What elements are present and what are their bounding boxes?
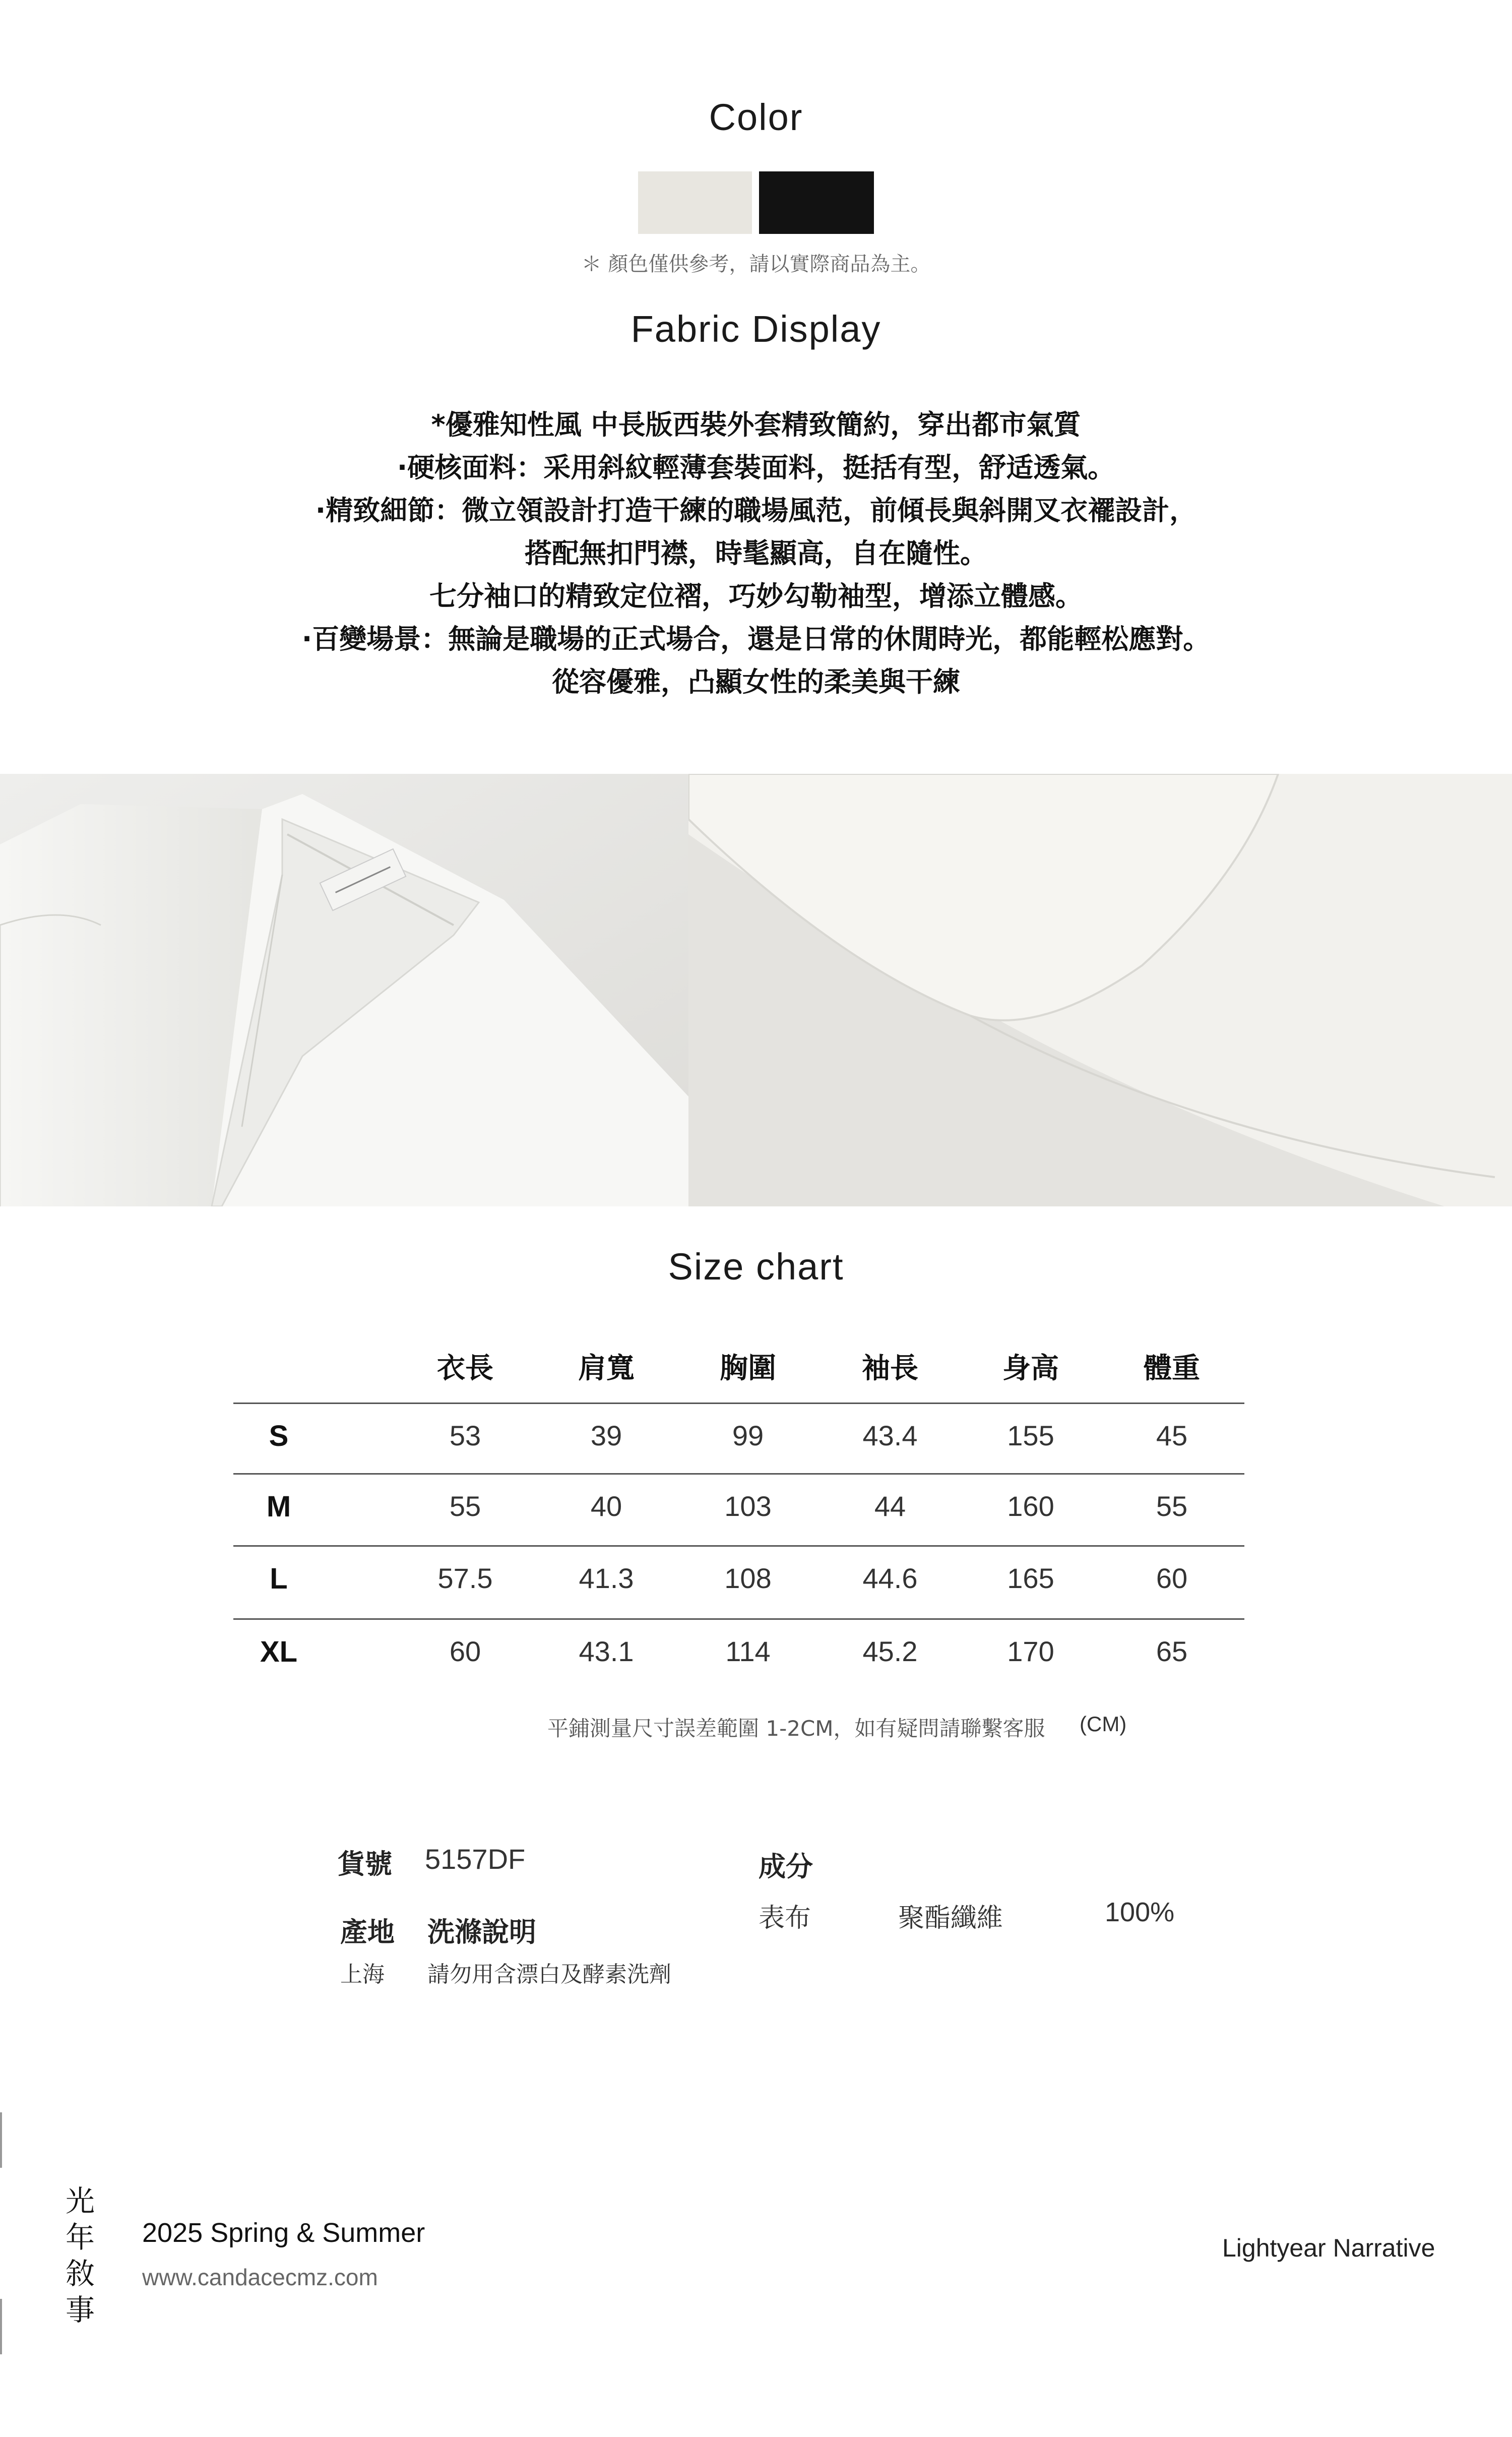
composition-label: 成分 [759, 1851, 813, 1882]
table-row [233, 1545, 1244, 1620]
size-cell: 43.4 [862, 1420, 918, 1451]
swatch-white[interactable] [638, 171, 752, 234]
size-cell: 53 [449, 1420, 481, 1451]
col-header: 胸圍 [720, 1352, 776, 1384]
size-cell: 45 [1156, 1420, 1188, 1451]
col-header: 肩寬 [578, 1352, 635, 1384]
size-cell: 39 [590, 1420, 622, 1451]
size-cell: 60 [449, 1635, 481, 1667]
item-no-value: 5157DF [425, 1843, 526, 1875]
desc-line: ·精致細節：微立領設計打造干練的職場風范，前傾長與斜開叉衣襬設計， [315, 495, 1197, 526]
size-cell: 45.2 [862, 1635, 918, 1667]
table-row [233, 1403, 1244, 1475]
color-note: ＊ 顏色僅供參考，請以實際商品為主。 [581, 253, 931, 276]
size-cell: 57.5 [437, 1562, 493, 1594]
col-header: 袖長 [862, 1352, 918, 1384]
table-row [233, 1473, 1244, 1547]
size-cell: 55 [449, 1490, 481, 1522]
size-cell: 103 [724, 1490, 772, 1522]
desc-line: ·硬核面料：采用斜紋輕薄套裝面料，挺括有型，舒适透氣。 [397, 452, 1115, 483]
desc-line: *優雅知性風 中長版西裝外套精致簡約，穿出都市氣質 [431, 409, 1081, 441]
desc-line: 搭配無扣門襟，時髦顯高，自在隨性。 [525, 537, 987, 569]
hem-detail-image [688, 774, 1512, 1206]
size-cell: 44 [874, 1490, 906, 1522]
size-note: 平鋪測量尺寸誤差範圍 1-2CM，如有疑問請聯繫客服 [547, 1716, 1045, 1741]
logo-char: 事 [65, 2293, 95, 2327]
hem-detail-photo [688, 774, 1512, 1206]
size-cell: 43.1 [579, 1635, 634, 1667]
collar-detail-image [0, 774, 688, 1206]
size-cell: 60 [1156, 1562, 1188, 1594]
size-cell: 41.3 [579, 1562, 634, 1594]
size-cell: 160 [1007, 1490, 1054, 1522]
size-cell: 44.6 [862, 1562, 918, 1594]
col-header: 體重 [1144, 1352, 1200, 1384]
size-cell: 155 [1007, 1420, 1054, 1451]
size-cell: 55 [1156, 1490, 1188, 1522]
fabric-title: Fabric Display [631, 308, 881, 350]
swatch-black[interactable] [759, 171, 874, 234]
side-mark [0, 2112, 2, 2168]
collar-detail-photo [0, 774, 688, 1206]
logo-char: 年 [65, 2220, 95, 2255]
size-unit: (CM) [1080, 1712, 1127, 1736]
composition-percent: 100% [1105, 1897, 1175, 1927]
wash-label: 洗滌說明 [427, 1916, 536, 1948]
size-chart-title: Size chart [668, 1246, 844, 1288]
side-mark [0, 2299, 2, 2354]
season-label: 2025 Spring & Summer [142, 2218, 425, 2248]
desc-line: 七分袖口的精致定位褶，巧妙勾勒袖型，增添立體感。 [429, 580, 1083, 612]
composition-material: 聚酯纖維 [898, 1903, 1003, 1933]
item-no-label: 貨號 [338, 1848, 392, 1880]
size-cell: 99 [732, 1420, 764, 1451]
size-cell: 165 [1007, 1562, 1054, 1594]
size-label: L [270, 1562, 288, 1595]
color-title: Color [709, 96, 803, 138]
desc-line: 從容優雅，凸顯女性的柔美與干練 [552, 666, 960, 698]
table-row [233, 1618, 1244, 1695]
size-cell: 114 [725, 1635, 771, 1667]
col-header: 衣長 [437, 1352, 493, 1384]
size-cell: 40 [590, 1490, 622, 1522]
size-label: XL [260, 1635, 298, 1668]
origin-value: 上海 [340, 1962, 385, 1987]
origin-label: 產地 [340, 1916, 395, 1948]
size-table-header [233, 1331, 1244, 1384]
website-link[interactable]: www.candacecmz.com [142, 2264, 378, 2290]
logo-char: 敘 [65, 2257, 95, 2291]
size-cell: 108 [724, 1562, 772, 1594]
brand-name: Lightyear Narrative [1222, 2234, 1435, 2262]
wash-value: 請勿用含漂白及酵素洗劑 [427, 1962, 671, 1987]
size-cell: 170 [1007, 1635, 1054, 1667]
logo-char: 光 [65, 2184, 95, 2218]
composition-part: 表布 [759, 1903, 811, 1933]
desc-line: ·百變場景：無論是職場的正式場合，還是日常的休閒時光，都能輕松應對。 [301, 623, 1211, 655]
size-cell: 65 [1156, 1635, 1188, 1667]
brand-logo [62, 2183, 98, 2328]
col-header: 身高 [1002, 1352, 1059, 1384]
fabric-description [0, 403, 1512, 703]
size-label: S [269, 1420, 289, 1452]
size-label: M [266, 1490, 291, 1523]
